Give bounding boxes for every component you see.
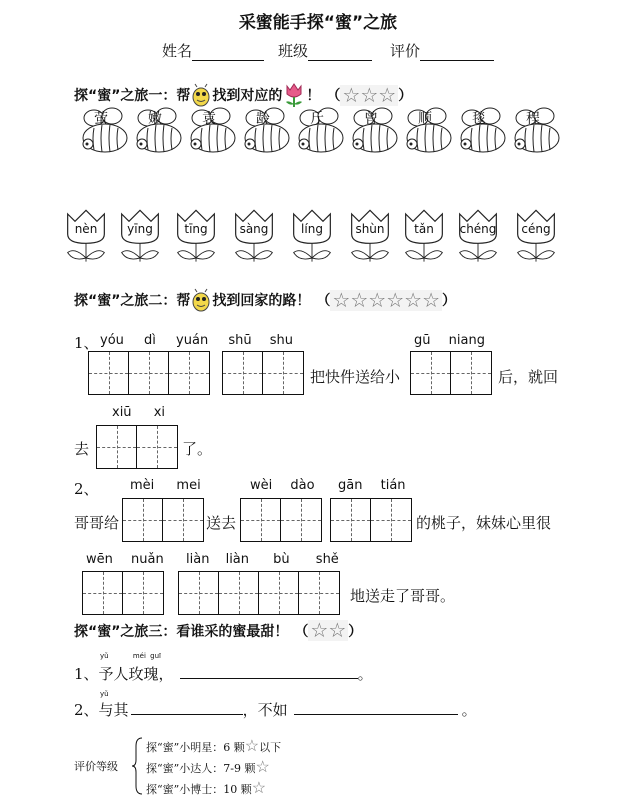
flower-pinyin: nèn: [74, 222, 98, 236]
evaluation-level: [146, 736, 281, 757]
stars-open: （: [316, 293, 331, 309]
pinyin: shu: [269, 333, 293, 348]
tulip-icon: [456, 206, 500, 266]
class-blank[interactable]: [308, 44, 372, 61]
pinyin: gān: [338, 478, 363, 493]
q3-line2-mid: ，不如: [242, 701, 288, 719]
q2-grid-4[interactable]: [82, 571, 164, 615]
page-title: 采蜜能手探“蜜”之旅: [238, 13, 398, 33]
q3-ruby-1: [100, 652, 161, 660]
flower-row: [64, 206, 564, 266]
star-icon: ☆: [244, 736, 260, 755]
ruby: méi: [132, 652, 146, 660]
q2-pinyin-4: [86, 552, 164, 567]
q1-line2-pre: 去: [74, 440, 90, 458]
star-icon: ☆: [255, 757, 270, 776]
flower-card[interactable]: [456, 206, 500, 266]
pinyin: yuán: [176, 333, 209, 348]
q1-grid-2[interactable]: [222, 351, 304, 395]
q1-number: 1、: [74, 334, 99, 352]
section1-title-b: 找到对应的: [212, 88, 283, 104]
flower-pinyin: chéng: [459, 222, 497, 236]
bee-character: 曾: [364, 111, 378, 127]
pinyin: dào: [290, 478, 315, 493]
pinyin: tián: [380, 478, 406, 493]
bee-card[interactable]: [458, 104, 508, 156]
q2-text-3: 的桃子，妹妹心里很: [416, 514, 552, 532]
q1-text-after: 后，就回: [498, 368, 559, 386]
flower-card[interactable]: [174, 206, 218, 266]
bee-character: 嫩: [148, 111, 162, 127]
bee-card[interactable]: [404, 104, 454, 156]
flower-card[interactable]: [348, 206, 392, 266]
star-icon[interactable]: ☆: [368, 287, 387, 312]
pinyin: shū: [228, 333, 252, 348]
q2-pinyin-1: [130, 478, 201, 493]
flower-card[interactable]: [514, 206, 558, 266]
tulip-icon: [118, 206, 162, 266]
q2-pinyin-2: [250, 478, 315, 493]
stars-close: ）: [442, 293, 457, 309]
pinyin: niang: [448, 333, 485, 348]
section1-title-a: 探“蜜”之旅一：帮: [74, 88, 191, 104]
q3-line1-pre: 予人玫瑰，: [98, 665, 174, 683]
q3-line2-blank-2[interactable]: [294, 698, 458, 715]
q3-line2-number: 2、: [74, 701, 99, 719]
pinyin: wēn: [86, 552, 113, 567]
section2-heading: [74, 288, 456, 312]
q1-text-mid: 把快件送给小: [310, 368, 401, 386]
bee-card[interactable]: [350, 104, 400, 156]
q3-line2: [74, 698, 477, 720]
q1-line2-post: 了。: [182, 440, 213, 458]
star-icon[interactable]: ☆: [378, 82, 397, 107]
q1-grid-3[interactable]: [410, 351, 492, 395]
flower-card[interactable]: [290, 206, 334, 266]
tulip-icon: [290, 206, 334, 266]
bee-card[interactable]: [188, 104, 238, 156]
pinyin: liàn: [225, 552, 250, 567]
bee-row: [80, 104, 570, 156]
level-suffix: 以下: [259, 741, 282, 754]
brace-icon: [132, 736, 144, 796]
q2-text-4: 地送走了哥哥。: [350, 587, 456, 605]
tulip-icon: [402, 206, 446, 266]
grade-label: 评价: [390, 42, 421, 60]
flower-pinyin: tīng: [184, 222, 208, 236]
bee-character: 毯: [472, 111, 486, 127]
q3-line1-number: 1、: [74, 665, 99, 683]
q3-line2-post: 。: [461, 701, 477, 719]
q1-grid-1[interactable]: [88, 351, 210, 395]
flower-pinyin: yīng: [127, 222, 153, 236]
bee-character: 斤: [310, 111, 324, 127]
name-label: 姓名: [162, 42, 193, 60]
evaluation-levels: [146, 736, 281, 799]
pinyin: wèi: [250, 478, 273, 493]
bee-icon: [190, 288, 212, 312]
section2-title-a: 探“蜜”之旅二：帮: [74, 293, 191, 309]
stars-open: （: [294, 623, 309, 640]
star-icon[interactable]: ☆: [328, 618, 347, 642]
pinyin: gū: [414, 333, 431, 348]
ruby: guī: [150, 652, 161, 660]
bee-card[interactable]: [242, 104, 292, 156]
q3-line2-pre: 与其: [98, 701, 129, 719]
q1-grid-4[interactable]: [96, 425, 178, 469]
star-icon[interactable]: ☆: [422, 287, 441, 312]
level-name: 探“蜜”小博士：10 颗: [146, 783, 252, 796]
q2-pinyin-5: [186, 552, 339, 567]
name-blank[interactable]: [192, 44, 264, 61]
ruby: yǔ: [100, 652, 109, 660]
section1-stars: [340, 82, 398, 107]
pinyin: xiū: [112, 405, 132, 420]
pinyin: xi: [153, 405, 165, 420]
q2-number: 2、: [74, 480, 99, 498]
flower-pinyin: tǎn: [414, 222, 434, 236]
name-field: [162, 40, 264, 61]
evaluation-level: [146, 757, 281, 778]
bee-character: 袁: [202, 111, 216, 127]
flower-card[interactable]: [64, 206, 108, 266]
q2-pinyin-3: [338, 478, 406, 493]
q3-line1-post: 。: [357, 665, 373, 683]
pinyin: bù: [273, 552, 290, 567]
tulip-icon: [174, 206, 218, 266]
pinyin: mei: [176, 478, 201, 493]
stars-open: （: [326, 88, 341, 104]
tulip-icon: [232, 206, 276, 266]
tulip-icon: [64, 206, 108, 266]
star-icon[interactable]: ☆: [310, 618, 329, 642]
section3-stars: [308, 620, 348, 641]
bee-card[interactable]: [296, 104, 346, 156]
flower-card[interactable]: [118, 206, 162, 266]
bee-card[interactable]: [80, 104, 130, 156]
q2-grid-1[interactable]: [122, 498, 204, 542]
tulip-icon: [514, 206, 558, 266]
q1-pinyin-1: [100, 333, 293, 348]
q2-grid-3[interactable]: [330, 498, 412, 542]
section2-stars: [330, 287, 442, 312]
class-label: 班级: [278, 42, 309, 60]
bee-character: 程: [526, 111, 540, 127]
star-icon[interactable]: ☆: [332, 287, 351, 312]
flower-card[interactable]: [402, 206, 446, 266]
flower-pinyin: líng: [301, 222, 323, 236]
grade-blank[interactable]: [420, 44, 494, 61]
section3-heading: [74, 620, 362, 641]
q2-grid-2[interactable]: [240, 498, 322, 542]
pinyin: yóu: [100, 333, 124, 348]
level-name: 探“蜜”小明星：6 颗: [146, 741, 245, 754]
pinyin: dì: [144, 333, 156, 348]
section1-title-c: ！: [306, 88, 321, 104]
q2-text-1: 哥哥给: [74, 514, 120, 532]
flower-pinyin: shùn: [355, 222, 385, 236]
flower-pinyin: sàng: [239, 222, 269, 236]
q1-pinyin-3: [112, 405, 165, 420]
q3-line2-blank-1[interactable]: [131, 698, 243, 715]
class-field: [278, 40, 372, 61]
q3-ruby-2: yǔ: [100, 690, 109, 698]
q2-grid-5[interactable]: [178, 571, 340, 615]
evaluation-label: 评价等级: [74, 760, 118, 773]
section2-title-b: 找到回家的路！: [212, 293, 311, 309]
bee-card[interactable]: [512, 104, 562, 156]
q3-line1-blank[interactable]: [180, 662, 358, 679]
star-icon[interactable]: ☆: [342, 82, 361, 107]
star-icon: ☆: [251, 778, 267, 797]
tulip-icon: [348, 206, 392, 266]
bee-character: 顺: [418, 111, 432, 127]
flower-card[interactable]: [232, 206, 276, 266]
section3-title: 探“蜜”之旅三：看谁采的蜜最甜！: [74, 623, 289, 640]
pinyin: shě: [315, 552, 339, 567]
star-icon[interactable]: ☆: [404, 287, 423, 312]
bee-character: 龄: [256, 111, 270, 127]
bee-character: 萤: [94, 111, 108, 127]
pinyin: liàn: [186, 552, 210, 567]
grade-field: [390, 40, 494, 61]
pinyin: nuǎn: [131, 552, 164, 567]
bee-card[interactable]: [134, 104, 184, 156]
star-icon[interactable]: ☆: [360, 82, 379, 107]
pinyin: mèi: [130, 478, 155, 493]
star-icon[interactable]: ☆: [386, 287, 405, 312]
level-name: 探“蜜”小达人：7-9 颗: [146, 762, 256, 775]
q1-pinyin-2: [414, 333, 485, 348]
stars-close: ）: [348, 623, 363, 640]
q2-text-2: 送去: [206, 514, 237, 532]
stars-close: ）: [398, 88, 413, 104]
star-icon[interactable]: ☆: [350, 287, 369, 312]
q3-line1: [74, 662, 373, 684]
flower-pinyin: céng: [521, 222, 551, 236]
